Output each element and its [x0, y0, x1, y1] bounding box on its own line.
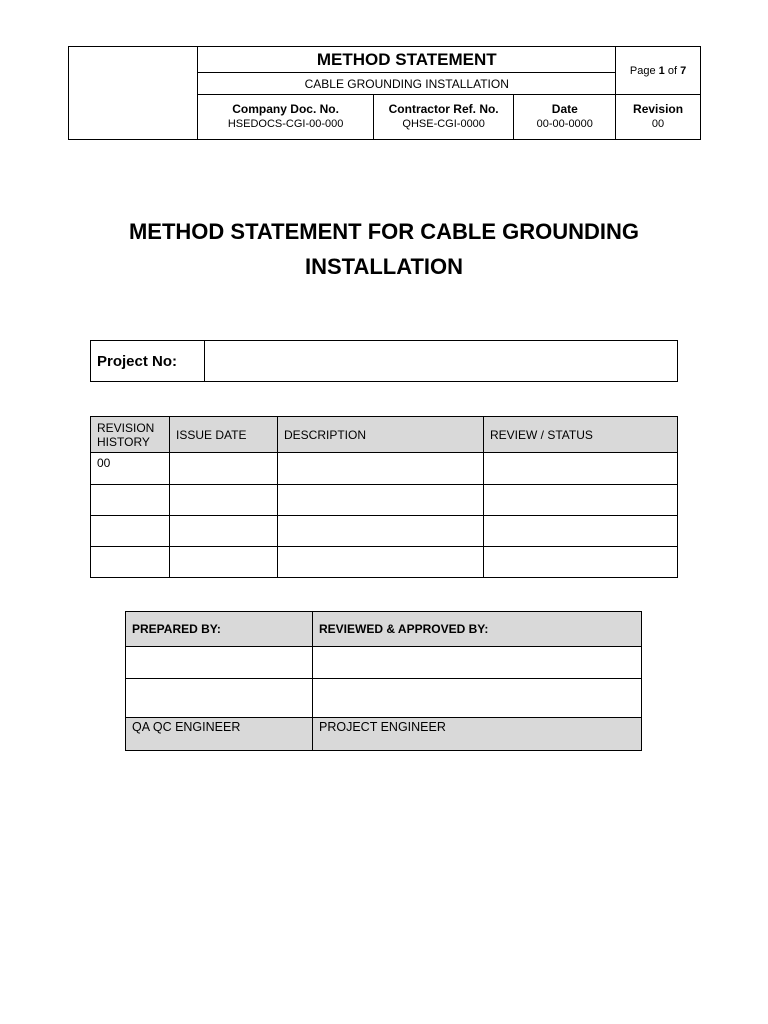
table-cell [91, 547, 170, 578]
document-header [68, 46, 701, 140]
table-cell [484, 485, 678, 516]
logo-placeholder [69, 47, 198, 140]
table-cell [484, 547, 678, 578]
approvals-header-row [126, 612, 642, 647]
table-cell [484, 516, 678, 547]
table-cell [91, 485, 170, 516]
date-cell: Date 00-00-0000 [514, 95, 616, 140]
project-number-table [90, 340, 678, 382]
prepared-by-label: PREPARED BY: [126, 612, 313, 647]
table-cell [278, 516, 484, 547]
table-cell [170, 485, 278, 516]
contractor-ref-cell: Contractor Ref. No. QHSE-CGI-0000 [373, 95, 514, 140]
header-title: METHOD STATEMENT [198, 47, 616, 73]
signature-row [126, 679, 642, 718]
col-issue-date: ISSUE DATE [170, 417, 278, 453]
table-row [91, 547, 678, 578]
revision-history-table [90, 416, 678, 578]
table-cell [278, 547, 484, 578]
reviewed-by-name[interactable] [313, 647, 642, 679]
col-revision-history: REVISION HISTORY [91, 417, 170, 453]
table-row [91, 516, 678, 547]
document-title: METHOD STATEMENT FOR CABLE GROUNDING INSTALLATION [128, 219, 640, 279]
revision-cell: Revision 00 [616, 95, 701, 140]
company-doc-cell: Company Doc. No. HSEDOCS-CGI-00-000 [198, 95, 373, 140]
col-description: DESCRIPTION [278, 417, 484, 453]
reviewed-by-signature[interactable] [313, 679, 642, 718]
table-header-row [91, 417, 678, 453]
header-subtitle: CABLE GROUNDING INSTALLATION [198, 73, 616, 95]
project-number-label: Project No: [91, 341, 205, 382]
approvals-table [125, 611, 642, 751]
table-cell [278, 453, 484, 485]
prepared-role: QA QC ENGINEER [126, 718, 313, 751]
page-indicator: Page 1 of 7 [616, 47, 701, 95]
table-row [91, 453, 678, 485]
reviewed-approved-by-label: REVIEWED & APPROVED BY: [313, 612, 642, 647]
prepared-by-name[interactable] [126, 647, 313, 679]
roles-row [126, 718, 642, 751]
table-cell [278, 485, 484, 516]
name-row [126, 647, 642, 679]
col-review-status: REVIEW / STATUS [484, 417, 678, 453]
table-cell [91, 516, 170, 547]
table-cell [170, 516, 278, 547]
table-row [91, 485, 678, 516]
table-cell: 00 [91, 453, 170, 485]
project-number-value[interactable] [205, 341, 678, 382]
table-cell [170, 453, 278, 485]
reviewed-role: PROJECT ENGINEER [313, 718, 642, 751]
prepared-by-signature[interactable] [126, 679, 313, 718]
table-cell [484, 453, 678, 485]
table-cell [170, 547, 278, 578]
